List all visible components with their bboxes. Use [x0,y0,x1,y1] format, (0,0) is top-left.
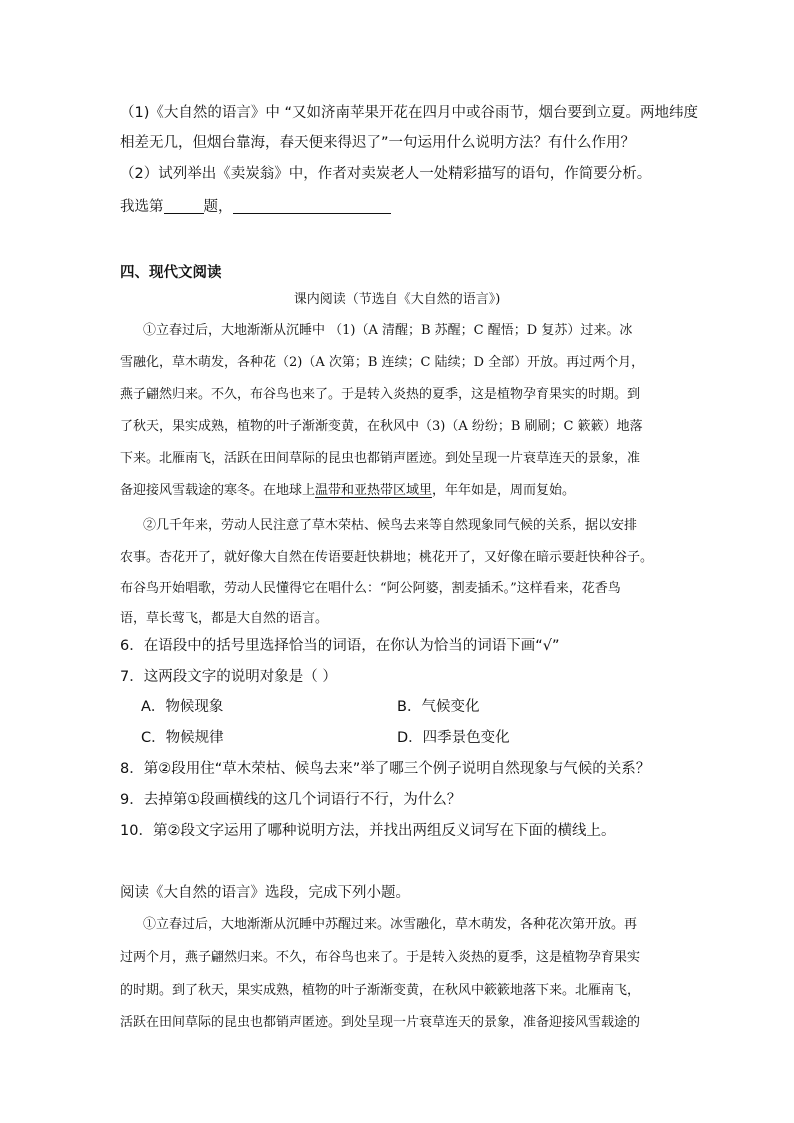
question-1-line-1: （1)《大自然的语言》中 “又如济南苹果开花在四月中或谷雨节，烟台要到立夏。两地纬度 [120,105,698,121]
question-1-line-2: 相差无几，但烟台靠海，春天便来得迟了”一句运用什么说明方法？有什么作用？ [120,135,636,151]
underlined-phrase: 温带和亚热带区域里 [315,483,433,498]
passage-subtitle: 课内阅读（节选自《大自然的语言》) [293,292,501,307]
passage-line: ①立春过后，大地渐渐从沉睡中 （1)（A 清醒；B 苏醒；C 醒悟；D 复苏）过来。冰 [143,323,633,338]
question-8: 8．第②段用住“草木荣枯、候鸟去来”举了哪三个例子说明自然现象与气候的关系？ [120,761,651,777]
question-10: 10．第②段文字运用了哪种说明方法，并找出两组反义词写在下面的横线上。 [120,823,616,839]
passage-line: ②几千年来，劳动人民注意了草木荣枯、候鸟去来等自然现象同气候的关系，据以安排 [143,518,638,533]
option-b: B．气候变化 [397,699,480,715]
option-c: C．物候规律 [141,730,224,746]
passage-line: 农事。杏花开了，就好像大自然在传语要赶快耕地；桃花开了，又好像在暗示要赶快种谷子。 [120,550,654,565]
passage-text: 备迎接风雪载途的寒冬。在地球上 [120,483,316,498]
question-2-line-1: （2）试列举出《卖炭翁》中，作者对卖炭老人一处精彩描写的语句，作简要分析。 [120,166,652,182]
question-6: 6．在语段中的括号里选择恰当的词语，在你认为恰当的词语下画“√” [120,638,560,654]
passage-line: 了秋天，果实成熟，植物的叶子渐渐变黄，在秋风中（3)（A 纷纷；B 刷刷；C 簌簌）地落 [120,419,643,434]
passage-line: 语，草长莺飞，都是大自然的语言。 [120,611,329,626]
question-7: 7．这两段文字的说明对象是（ ） [120,669,337,685]
passage-line: 雪融化，草木萌发，各种花（2)（A 次第；B 连续；C 陆续；D 全部）开放。再过两个月， [120,355,645,370]
choose-prefix: 我选第 [120,199,164,215]
passage-line: 活跃在田间草际的昆虫也都销声匿迹。到处呈现一片衰草连天的景象，准备迎接风雪载途的 [120,1015,641,1030]
question-number-blank [164,199,204,214]
option-a: A．物候现象 [141,699,224,715]
choose-line [120,199,391,215]
reading-intro: 阅读《大自然的语言》选段，完成下列小题。 [120,885,410,901]
passage-line: 布谷鸟开始唱歌，劳动人民懂得它在唱什么：“阿公阿婆，割麦插禾。”这样看来，花香鸟 [120,581,621,596]
passage-line: 的时期。到了秋天，果实成熟，植物的叶子渐渐变黄，在秋风中簌簌地落下来。北雁南飞， [120,983,641,998]
passage-line: ①立春过后，大地渐渐从沉睡中苏醒过来。冰雪融化，草木萌发，各种花次第开放。再 [143,917,638,932]
option-d: D．四季景色变化 [397,730,510,746]
section-heading: 四、现代文阅读 [120,265,222,281]
passage-text: ，年年如是，周而复始。 [432,483,576,498]
passage-line-last [120,484,575,497]
passage-line: 下来。北雁南飞，活跃在田间草际的昆虫也都销声匿迹。到处呈现一片衰草连天的景象，准 [120,451,641,466]
question-9: 9．去掉第①段画横线的这几个词语行不行，为什么？ [120,792,462,808]
choose-mid: 题， [203,199,233,215]
answer-blank [233,199,391,214]
passage-line: 过两个月，燕子翩然归来。不久，布谷鸟也来了。于是转入炎热的夏季，这是植物孕育果实 [120,950,641,965]
passage-line: 燕子翩然归来。不久，布谷鸟也来了。于是转入炎热的夏季，这是植物孕育果实的时期。到 [120,387,641,402]
